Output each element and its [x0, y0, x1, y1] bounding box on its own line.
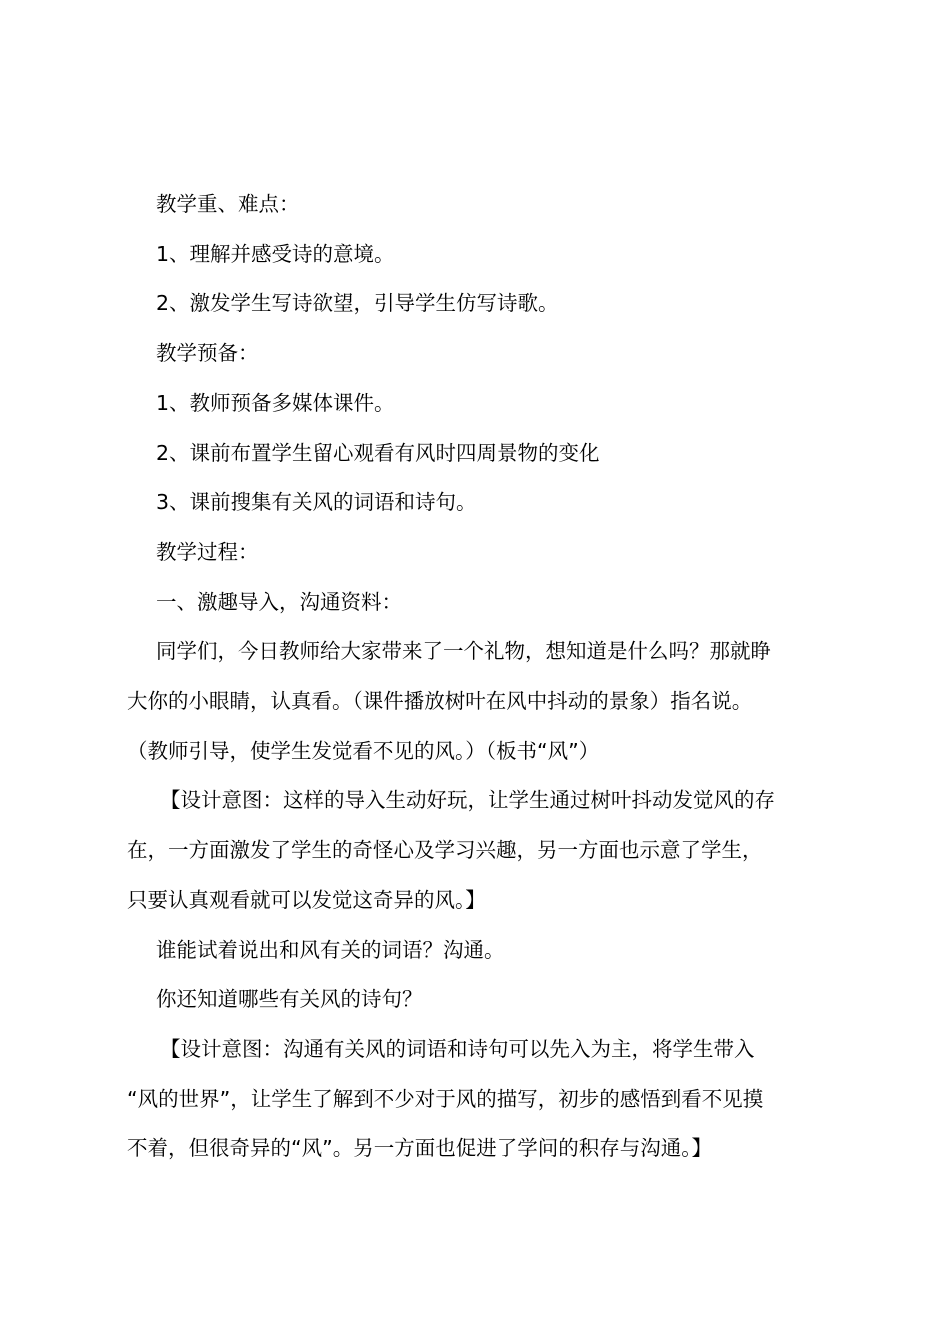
intro-line-2: 大你的小眼睛，认真看。（课件播放树叶在风中抖动的景象）指名说。 — [127, 689, 753, 714]
heading-key-points: 教学重、难点： — [156, 192, 300, 216]
design-intent-2 — [127, 1025, 835, 1174]
heading-preparation: 教学预备： — [156, 341, 259, 366]
design-intent-1-line-2: 在，一方面激发了学生的奇怪心及学习兴趣，另一方面也示意了学生， — [127, 838, 763, 863]
intro-line-1: 同学们，今日教师给大家带来了一个礼物，想知道是什么吗？那就睁 — [156, 639, 771, 664]
design-intent-2-line-3: 不着，但很奇异的“风”。另一方面也促进了学问的积存与沟通。】 — [127, 1136, 712, 1161]
design-intent-1 — [127, 776, 835, 925]
design-intent-2-line-1: 【设计意图：沟通有关风的词语和诗句可以先入为主，将学生带入 — [160, 1036, 755, 1061]
question-words: 谁能试着说出和风有关的词语？沟通。 — [156, 937, 505, 962]
heading-process: 教学过程： — [156, 539, 259, 564]
design-intent-1-line-1: 【设计意图：这样的导入生动好玩，让学生通过树叶抖动发觉风的存 — [160, 788, 775, 813]
intro-paragraph — [127, 627, 835, 776]
document-body — [127, 180, 835, 1174]
section-1-title: 一、激趣导入，沟通资料： — [156, 589, 402, 614]
design-intent-2-line-2: “风的世界”，让学生了解到不少对于风的描写，初步的感悟到看不见摸 — [127, 1086, 764, 1111]
intro-line-3: （教师引导，使学生发觉看不见的风。）（板书“风”） — [127, 738, 600, 763]
key-point-1: 1、理解并感受诗的意境。 — [156, 241, 395, 266]
prep-item-2: 2、课前布置学生留心观看有风时四周景物的变化 — [156, 440, 600, 465]
prep-item-3: 3、课前搜集有关风的词语和诗句。 — [156, 490, 477, 515]
key-point-2: 2、激发学生写诗欲望，引导学生仿写诗歌。 — [156, 291, 559, 316]
question-poems: 你还知道哪些有关风的诗句？ — [156, 987, 423, 1012]
prep-item-1: 1、教师预备多媒体课件。 — [156, 390, 395, 415]
design-intent-1-line-3: 只要认真观看就可以发觉这奇异的风。】 — [127, 887, 486, 912]
